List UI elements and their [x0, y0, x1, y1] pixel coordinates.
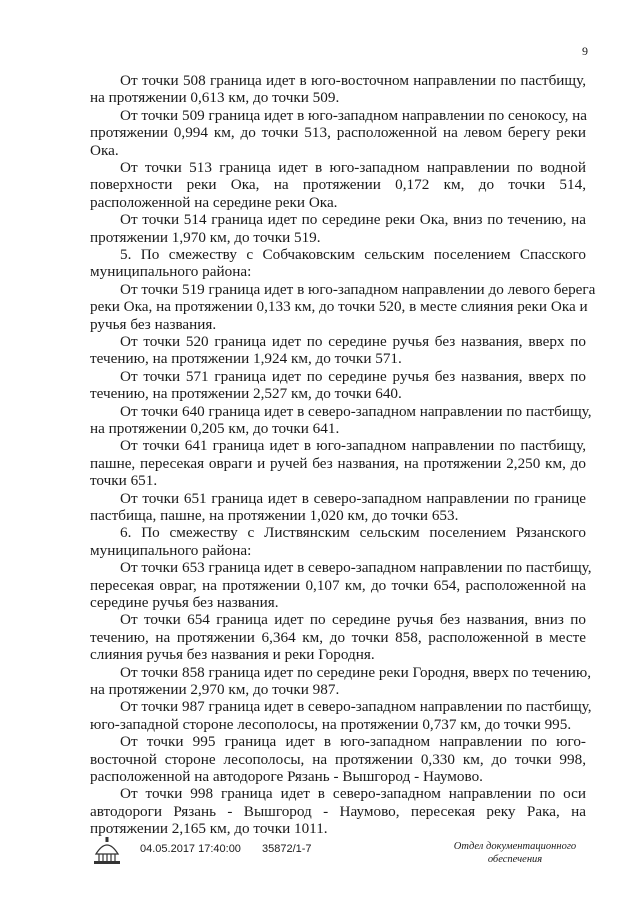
page-number: 9 [582, 44, 588, 58]
text-line: юго-западной стороне лесополосы, на протяжении 0,737 км, до точки 995. [90, 715, 572, 733]
text-line: От точки 653 граница идет в северо-западном направлении по пастбищу, [120, 559, 592, 577]
text-line: От точки 509 граница идет в юго-западном направлении по сенокосу, на [120, 106, 588, 124]
text-line: От точки 641 граница идет в юго-западном направлении по пастбищу, [120, 437, 586, 455]
text-line: От точки 640 граница идет в северо-западном направлении по пастбищу, [120, 402, 592, 420]
text-line: От точки 571 граница идет по середине ручья без названия, вверх по [120, 367, 586, 385]
text-line: автодороги Рязань - Вышгород - Наумово, пересекая реку Рака, на [90, 802, 586, 820]
text-line: От точки 508 граница идет в юго-восточном направлении по пастбищу, [120, 72, 586, 89]
text-line: 6. По смежеству с Листвянским сельским поселением Рязанского [120, 524, 586, 542]
text-line: пастбища, пашне, на протяжении 1,020 км, до точки 653. [90, 507, 459, 524]
department-line-2: обеспечения [487, 854, 543, 865]
text-line: реки Ока, на протяжении 0,133 км, до точки 520, в месте слияния реки Ока и [90, 298, 588, 316]
text-line: пашне, пересекая овраги и ручей без названия, на протяжении 2,250 км, до [90, 454, 586, 472]
department-stamp [436, 840, 594, 866]
text-line: От точки 514 граница идет по середине реки Ока, вниз по течению, на [120, 211, 586, 229]
text-line: на протяжении 0,205 км, до точки 641. [90, 420, 340, 437]
text-line: протяжении 1,970 км, до точки 519. [90, 228, 321, 246]
text-line: муниципального района: [90, 263, 252, 281]
text-line: на протяжении 0,613 км, до точки 509. [90, 89, 340, 107]
text-line: От точки 513 граница идет в юго-западном направлении по водной [120, 159, 586, 176]
footer-datetime: 04.05.2017 17:40:00 [140, 843, 241, 855]
text-line: на протяжении 2,970 км, до точки 987. [90, 681, 340, 698]
text-line: От точки 654 граница идет по середине ручья без названия, вниз по [120, 611, 586, 629]
text-line: течению, на протяжении 2,527 км, до точки 640. [90, 385, 402, 403]
text-line: От точки 519 граница идет в юго-западном направлении до левого берега [120, 280, 596, 298]
text-line: От точки 651 граница идет в северо-западном направлении по границе [120, 489, 586, 507]
department-line-1: Отдел документационного [453, 841, 577, 852]
text-line: пересекая овраг, на протяжении 0,107 км, до точки 654, расположенной на [90, 576, 586, 594]
text-line: расположенной на середине реки Ока. [90, 193, 338, 211]
text-line: расположенной на автодороге Рязань - Вышгород - Наумово. [90, 768, 483, 785]
text-line: поверхности реки Ока, на протяжении 0,172 км, до точки 514, [90, 176, 586, 194]
text-line: ручья без названия. [90, 315, 217, 333]
footer-doc-number: 35872/1-7 [262, 843, 312, 855]
text-line: Ока. [90, 141, 119, 159]
text-line: От точки 520 граница идет по середине ручья без названия, вверх по [120, 333, 586, 350]
text-line: муниципального района: [90, 541, 252, 559]
text-line: слияния ручья без названия и реки Городня. [90, 646, 375, 664]
text-line: течению, на протяжении 6,364 км, до точки 858, расположенной в месте [90, 628, 586, 646]
text-line: течению, на протяжении 1,924 км, до точки 571. [90, 350, 402, 368]
text-line: От точки 998 граница идет в северо-западном направлении по оси [120, 785, 586, 803]
duma-emblem-icon [90, 834, 124, 868]
text-line: восточной стороне лесополосы, на протяжении 0,330 км, до точки 998, [90, 750, 586, 768]
text-line: протяжении 0,994 км, до точки 513, расположенной на левом берегу реки [90, 124, 586, 142]
text-line: От точки 987 граница идет в северо-западном направлении по пастбищу, [120, 698, 592, 716]
text-line: точки 651. [90, 472, 158, 490]
text-line: 5. По смежеству с Собчаковским сельским поселением Спасского [120, 246, 586, 263]
text-line: От точки 995 граница идет в юго-западном направлении по юго- [120, 733, 586, 751]
text-line: От точки 858 граница идет по середине реки Городня, вверх по течению, [120, 663, 592, 681]
text-line: протяжении 2,165 км, до точки 1011. [90, 820, 328, 838]
text-line: середине ручья без названия. [90, 594, 279, 611]
